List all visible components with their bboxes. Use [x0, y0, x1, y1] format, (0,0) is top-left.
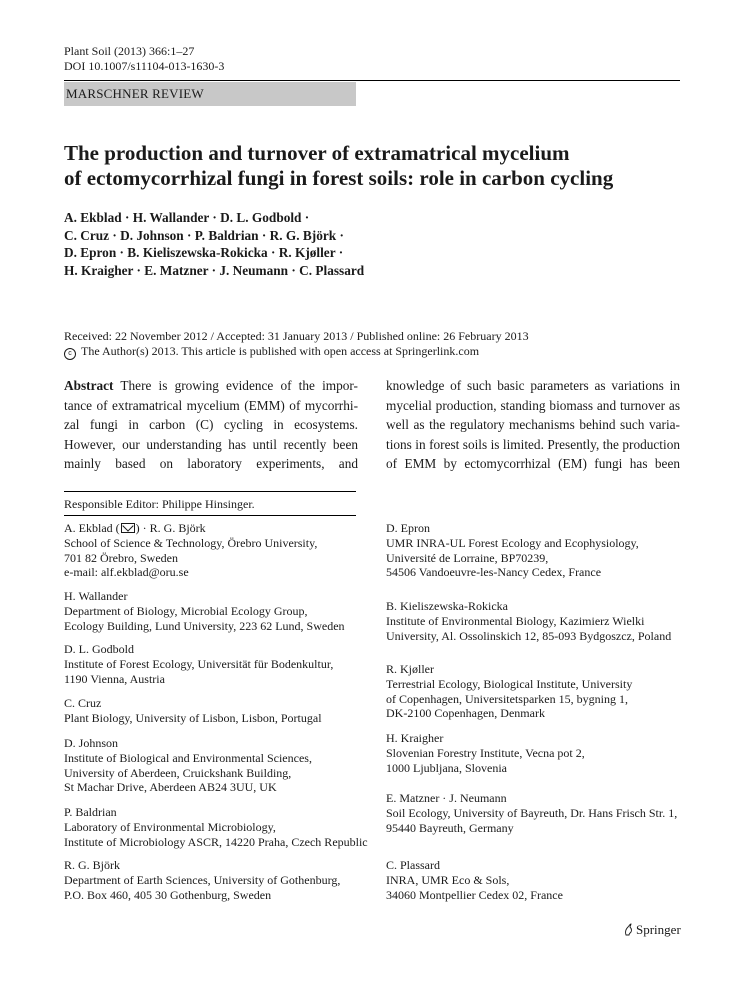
- abstract-line: mainly based on laboratory experiments, and: [64, 456, 358, 472]
- abstract-line: tions in forest soils is limited. Presently, the production: [386, 436, 680, 452]
- affiliation-line: Plant Biology, University of Lisbon, Lisbon, Portugal: [64, 710, 322, 725]
- title-line: The production and turnover of extramatrical mycelium: [64, 141, 570, 165]
- abstract-line: mycelial production, standing biomass and turnover as: [386, 397, 680, 413]
- received-line: Received: 22 November 2012 / Accepted: 31 January 2013 / Published online: 26 February 2013: [64, 329, 529, 343]
- affiliation-line: C. Cruz: [64, 696, 102, 710]
- affiliation-line: Slovenian Forestry Institute, Vecna pot 2,: [386, 745, 585, 760]
- affiliation-block: [386, 521, 639, 580]
- abstract-right-column: [386, 376, 680, 474]
- affiliation-line: University, Al. Ossolinskich 12, 85-093 Bydgoszcz, Poland: [386, 628, 672, 643]
- copyright-icon: c: [64, 348, 76, 360]
- affiliation-line: 34060 Montpellier Cedex 02, France: [386, 887, 563, 902]
- affiliation-line: H. Wallander: [64, 589, 128, 603]
- abstract-line: knowledge of such basic parameters as variations in: [386, 378, 680, 393]
- responsible-editor: Responsible Editor: Philippe Hinsinger.: [64, 497, 255, 511]
- affiliation-line: 1190 Vienna, Austria: [64, 671, 165, 686]
- footnote-rule: [64, 491, 356, 492]
- affiliation-line: Laboratory of Environmental Microbiology,: [64, 819, 276, 834]
- affiliation-block: [64, 589, 345, 633]
- affiliation-rule: [64, 515, 356, 516]
- license-line: [64, 344, 680, 360]
- springer-horse-icon: [624, 923, 633, 936]
- affiliation-line: Soil Ecology, University of Bayreuth, Dr. Hans Frisch Str. 1,: [386, 805, 678, 820]
- abstract-line: zal fungi in carbon (C) cycling in ecosystems.: [64, 417, 358, 433]
- affiliation-line: P.O. Box 460, 405 30 Gothenburg, Sweden: [64, 887, 272, 902]
- email-envelope-icon: [121, 523, 135, 533]
- abstract-line: tance of extramatrical mycelium (EMM) of mycorrhi-: [64, 397, 358, 413]
- affiliation-line: 1000 Ljubljana, Slovenia: [386, 760, 507, 775]
- affiliation-block: [64, 858, 340, 902]
- affiliation-line: 701 82 Örebro, Sweden: [64, 550, 178, 565]
- publisher-name: Springer: [636, 922, 681, 937]
- publisher-footer: [624, 922, 681, 938]
- affiliation-line: of Copenhagen, Universitetsparken 15, bygning 1,: [386, 691, 628, 706]
- author-line: H. Kraigher · E. Matzner · J. Neumann · C. Plassard: [64, 262, 365, 278]
- author-line: A. Ekblad · H. Wallander · D. L. Godbold ·: [64, 210, 310, 225]
- article-title: [64, 141, 680, 191]
- affiliation-block: [386, 791, 677, 835]
- license-text: The Author(s) 2013. This article is published with open access at Springerlink.com: [81, 344, 480, 358]
- affiliation-author-line: A. Ekblad ( ) · R. G. Björk: [64, 521, 206, 535]
- abstract-text: There is growing evidence of the impor-: [120, 378, 358, 393]
- affiliation-block: [386, 858, 563, 902]
- affiliation-email[interactable]: e-mail: alf.ekblad@oru.se: [64, 565, 189, 580]
- abstract-left-column: [64, 376, 358, 474]
- author-line: C. Cruz · D. Johnson · P. Baldrian · R. G. Björk ·: [64, 227, 344, 243]
- affiliation-block: [64, 521, 317, 580]
- affiliation-line: Institute of Forest Ecology, Universität für Bodenkultur,: [64, 656, 334, 671]
- affiliation-line: E. Matzner · J. Neumann: [386, 791, 507, 805]
- header-rule: [64, 80, 680, 81]
- abstract-line: [64, 376, 358, 396]
- abstract-heading: Abstract: [64, 378, 114, 393]
- affiliation-line: Ecology Building, Lund University, 223 62 Lund, Sweden: [64, 618, 345, 633]
- affiliation-line: 54506 Vandoeuvre-les-Nancy Cedex, France: [386, 565, 602, 580]
- affiliation-block: [386, 599, 671, 643]
- affiliation-line: C. Plassard: [386, 858, 440, 872]
- affiliation-line: Université de Lorraine, BP70239,: [386, 550, 549, 565]
- journal-line: Plant Soil (2013) 366:1–27: [64, 44, 195, 58]
- journal-citation: [64, 44, 224, 74]
- affiliation-block: [386, 731, 585, 775]
- affiliation-line: B. Kieliszewska-Rokicka: [386, 599, 508, 613]
- abstract-line: However, our understanding has until recently been: [64, 436, 358, 452]
- affiliation-block: [64, 805, 368, 849]
- affiliation-block: [64, 642, 333, 686]
- affiliation-block: [64, 696, 322, 726]
- affiliation-line: P. Baldrian: [64, 805, 117, 819]
- publication-dates: [64, 329, 680, 360]
- affiliation-line: D. L. Godbold: [64, 642, 134, 656]
- affiliation-line: Institute of Biological and Environmental Sciences,: [64, 750, 312, 765]
- affiliation-line: Institute of Environmental Biology, Kazimierz Wielki: [386, 613, 645, 628]
- doi-line: DOI 10.1007/s11104-013-1630-3: [64, 59, 225, 73]
- affiliation-line: University of Aberdeen, Cruickshank Building,: [64, 765, 292, 780]
- affiliation-line: D. Epron: [386, 521, 430, 535]
- affiliation-block: [64, 736, 312, 795]
- affiliation-line: R. Kjøller: [386, 662, 434, 676]
- affiliation-line: DK-2100 Copenhagen, Denmark: [386, 706, 545, 721]
- affiliation-line: H. Kraigher: [386, 731, 444, 745]
- author-line: D. Epron · B. Kieliszewska-Rokicka · R. Kjøller ·: [64, 245, 344, 260]
- affiliation-line: Department of Earth Sciences, University of Gothenburg,: [64, 872, 341, 887]
- affiliation-line: Department of Biology, Microbial Ecology Group,: [64, 603, 308, 618]
- affiliation-line: St Machar Drive, Aberdeen AB24 3UU, UK: [64, 780, 277, 795]
- affiliation-line: School of Science & Technology, Örebro University,: [64, 535, 318, 550]
- title-line: of ectomycorrhizal fungi in forest soils: role in carbon cycling: [64, 166, 614, 190]
- affiliation-line: R. G. Björk: [64, 858, 121, 872]
- affiliation-line: INRA, UMR Eco & Sols,: [386, 872, 510, 887]
- abstract-line: well as the regulatory mechanisms behind such varia-: [386, 417, 680, 433]
- author-list: [64, 209, 680, 279]
- section-banner: MARSCHNER REVIEW: [64, 82, 356, 106]
- affiliation-block: [386, 662, 632, 721]
- affiliation-line: 95440 Bayreuth, Germany: [386, 820, 514, 835]
- affiliation-line: UMR INRA-UL Forest Ecology and Ecophysiology,: [386, 535, 639, 550]
- affiliation-line: D. Johnson: [64, 736, 119, 750]
- abstract-line: of EMM by ectomycorrhizal (EM) fungi has been: [386, 456, 680, 472]
- affiliation-line: Institute of Microbiology ASCR, 14220 Praha, Czech Republic: [64, 834, 368, 849]
- affiliation-line: Terrestrial Ecology, Biological Institute, University: [386, 676, 633, 691]
